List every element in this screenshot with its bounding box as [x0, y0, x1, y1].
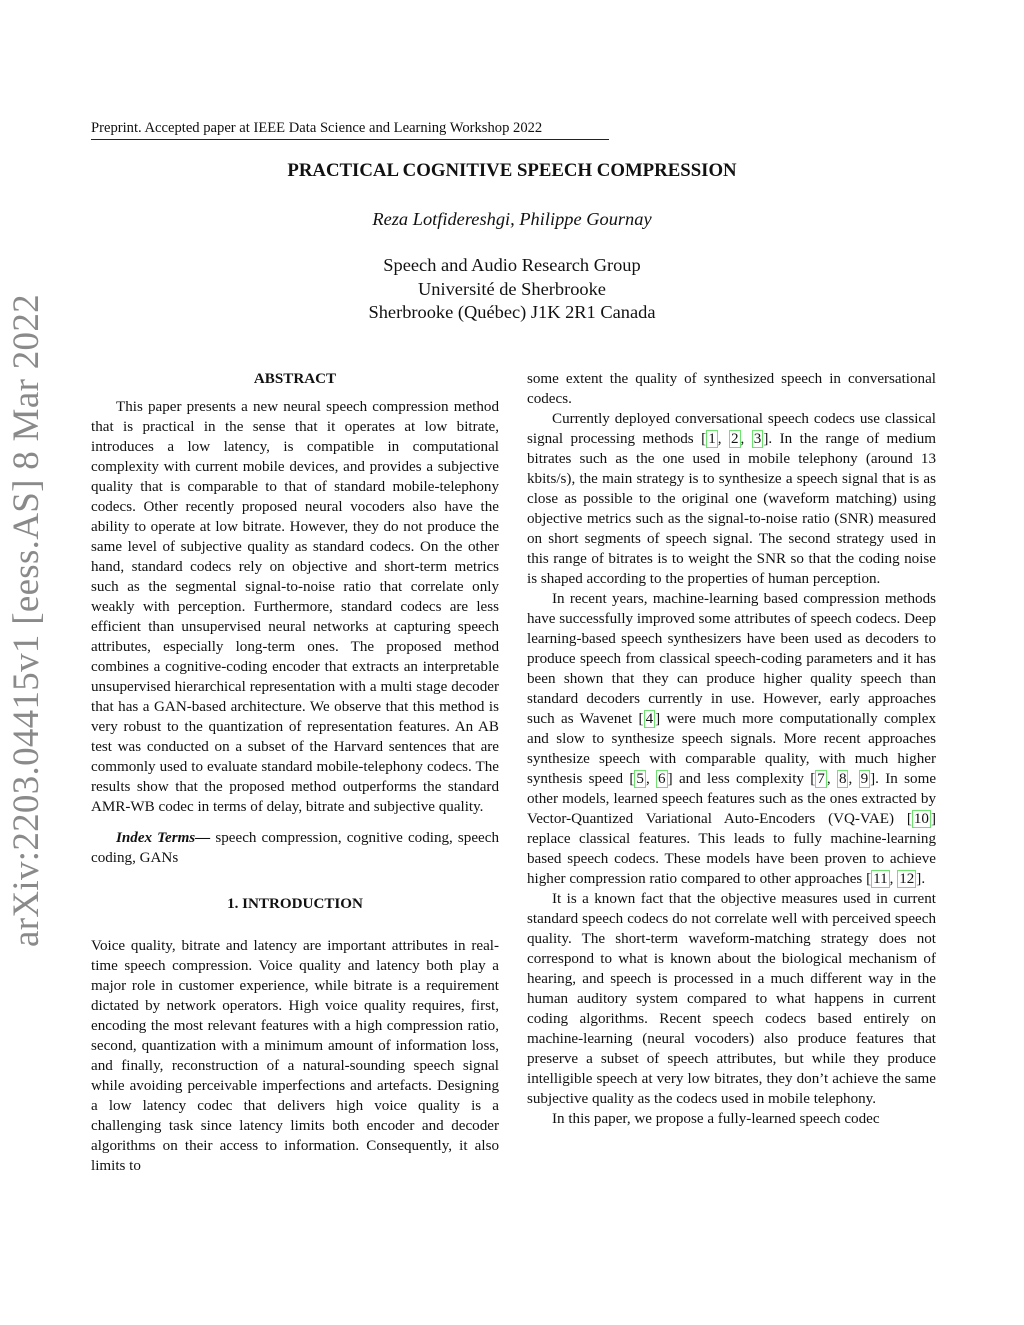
citation-link[interactable]: 9 — [860, 771, 869, 787]
citation-link[interactable]: 1 — [708, 431, 716, 447]
intro-paragraph-1: Voice quality, bitrate and latency are important attributes in real-time speech compression. Voice quality and latency both play a major role in customer experience, while bitrate is a requirement dictated by network operators. High voice quality requires, first, encoding the most relevant features with a high compression ratio, second, quantization with a minimum amount of information loss, and finally, reconstruction of a natural-sounding speech signal while avoiding perceivable imperfections and artefacts. Designing a low latency codec that delivers high voice quality is a challenging task since latency limits both encoder and decoder algorithms on their access to information. Consequently, it also limits to — [91, 938, 499, 1174]
preprint-note: Preprint. Accepted paper at IEEE Data Science and Learning Workshop 2022 — [91, 119, 609, 140]
introduction-heading: 1. INTRODUCTION — [227, 896, 363, 912]
citation-link[interactable]: 7 — [817, 771, 825, 787]
abstract-body: This paper presents a new neural speech compression method that is practical in the sense that it operates at low bitrate, introduces a low latency, is compatible in computational complexity with current mobile devices, and provides a subjective quality that is comparable to that of standard mobile-telephony codecs. Other recently proposed neural vocoders also have the ability to operate at low bitrate. However, they do not produce the same level of subjective quality as standard codecs. On the other hand, standard codecs rely on objective and short-term metrics such as the segmental signal-to-noise ratio that correlate only weakly with perception. Furthermore, standard codecs are less efficient than unsupervised neural networks at capturing speech attributes, especially long-term ones. The proposed method combines a cognitive-coding encoder that extracts an interpretable unsupervised hierarchical representation with a multi stage decoder that has a GAN-based architecture. We observe that this method is very robust to the quantization of representation features. An AB test was conducted on a subset of the Harvard sentences that are commonly used to evaluate standard mobile-telephony codecs. The results show that the proposed method outperforms the standard AMR-WB codec in terms of delay, bitrate and subjective quality. — [91, 399, 499, 815]
citation-link[interactable]: 10 — [913, 811, 929, 827]
citation-link[interactable]: 8 — [838, 771, 847, 787]
affiliation-university: Université de Sherbrooke — [418, 278, 606, 299]
index-terms — [91, 828, 499, 868]
intro-paragraph-2: Currently deployed conversational speech codecs use classical signal processing methods [ 1 , 2 , 3 ]. In the range of medium bitrates such as the one used in mobile telephony (around 13 kbits/s), the main strategy is to synthesize a speech signal that is as close as possible to the original one (waveform matching) using objective metrics such as the signal-to-noise ratio (SNR) measured on short segments of speech signal. The second strategy used in this range of bitrates is to weight the SNR so that the coding noise is shaped according to the properties of human perception. — [527, 411, 937, 587]
index-terms-text: speech compression, cognitive coding, speech coding, GANs — [91, 830, 499, 866]
intro-paragraph-1-continued: some extent the quality of synthesized speech in conversational codecs. — [527, 371, 936, 407]
citation-link[interactable]: 4 — [645, 711, 654, 727]
abstract-heading: ABSTRACT — [253, 371, 337, 387]
text-run: In recent years, machine-learning based compression methods have successfully improved some attributes of speech codecs. Deep learning-based speech synthesizers have been used as decoders to produce speech from classical speech-coding parameters and it has been shown that they can produce higher quality speech than standard decoders currently in use. However, early approaches such as Wavenet [ — [527, 591, 936, 727]
intro-paragraph-3: In recent years, machine-learning based compression methods have successfully improved some attributes of speech codecs. Deep learning-based speech synthesizers have been used as decoders to produce speech from classical speech-coding parameters and it has been shown that they can produce higher quality speech than standard decoders currently in use. However, early approaches such as Wavenet [ 4 ] were much more computationally complex and slow to synthesize speech signals. More recent approaches synthesize speech with comparable quality, with much higher synthesis speed [ 5 , 6 ] and less complexity [ 7 , 8 , 9 ]. In some other models, learned speech features such as the ones extracted by Vector-Quantized Variational Auto-Encoders (VQ-VAE) [ 10 ] replace classical features. This leads to fully machine-learning based speech codecs. These models have been proven to achieve higher compression ratio compared to other approaches [ 11 , 12 ]. — [527, 591, 937, 887]
left-column — [91, 369, 499, 1176]
right-column — [527, 369, 936, 1129]
index-terms-label: Index Terms— — [116, 830, 211, 846]
text-run: ]. In the range of medium bitrates such as the one used in mobile telephony (around 13 kbits/s), the main strategy is to synthesize a speech signal that is as close as possible to the original one (waveform matching) using objective metrics such as the signal-to-noise ratio (SNR) measured on short segments of speech signal. The second strategy used in this range of bitrates is to weight the SNR so that the coding noise is shaped according to the properties of human perception. — [527, 431, 937, 587]
intro-paragraph-4: It is a known fact that the objective measures used in current standard speech codecs do not correlate well with perceived speech quality. The short-term waveform-matching strategy does not correspond to what is known about the biological mechanism of hearing, and speech is processed in a much different way in the human auditory system compared to what happens in current coding algorithms. Recent speech codecs based entirely on machine-learning (neural vocoders) also produce features that preserve a subset of speech attributes, but while they produce intelligible speech at very low bitrates, they don’t achieve the same subjective quality as the codecs used in mobile telephony. — [527, 891, 936, 1107]
citation-link[interactable]: 3 — [753, 431, 762, 447]
affiliation-block — [0, 254, 1024, 325]
citation-link[interactable]: 2 — [730, 431, 739, 447]
text-run: Currently deployed conversational speech codecs use classical signal processing methods [ — [527, 411, 936, 447]
arxiv-identifier: arXiv:2203.04415v1 [eess.AS] 8 Mar 2022 — [6, 294, 47, 947]
intro-paragraph-5: In this paper, we propose a fully-learned speech codec — [552, 1111, 880, 1127]
affiliation-address: Sherbrooke (Québec) J1K 2R1 Canada — [368, 302, 656, 322]
author-list: Reza Lotfidereshgi, Philippe Gournay — [372, 209, 652, 229]
text-run: ] and less complexity [ — [667, 771, 816, 787]
paper-title: PRACTICAL COGNITIVE SPEECH COMPRESSION — [287, 160, 737, 181]
text-run: ]. In some other models, learned speech features such as the ones extracted by Vector-Quantized Variational Auto-Encoders (VQ-VAE) [ — [527, 771, 937, 827]
citation-link[interactable]: 12 — [899, 871, 915, 887]
text-run: ]. — [916, 871, 926, 887]
citation-link[interactable]: 5 — [636, 771, 644, 787]
affiliation-group: Speech and Audio Research Group — [383, 255, 641, 275]
citation-link[interactable]: 6 — [658, 771, 666, 787]
citation-link[interactable]: 11 — [873, 871, 888, 887]
text-run: ] replace classical features. This leads to fully machine-learning based speech codecs. These models have been proven to achieve higher compression ratio compared to other approaches [ — [527, 811, 936, 887]
text-run: ] were much more computationally complex and slow to synthesize speech signals. More recent approaches synthesize speech with comparable quality, with much higher synthesis speed [ — [527, 711, 936, 787]
